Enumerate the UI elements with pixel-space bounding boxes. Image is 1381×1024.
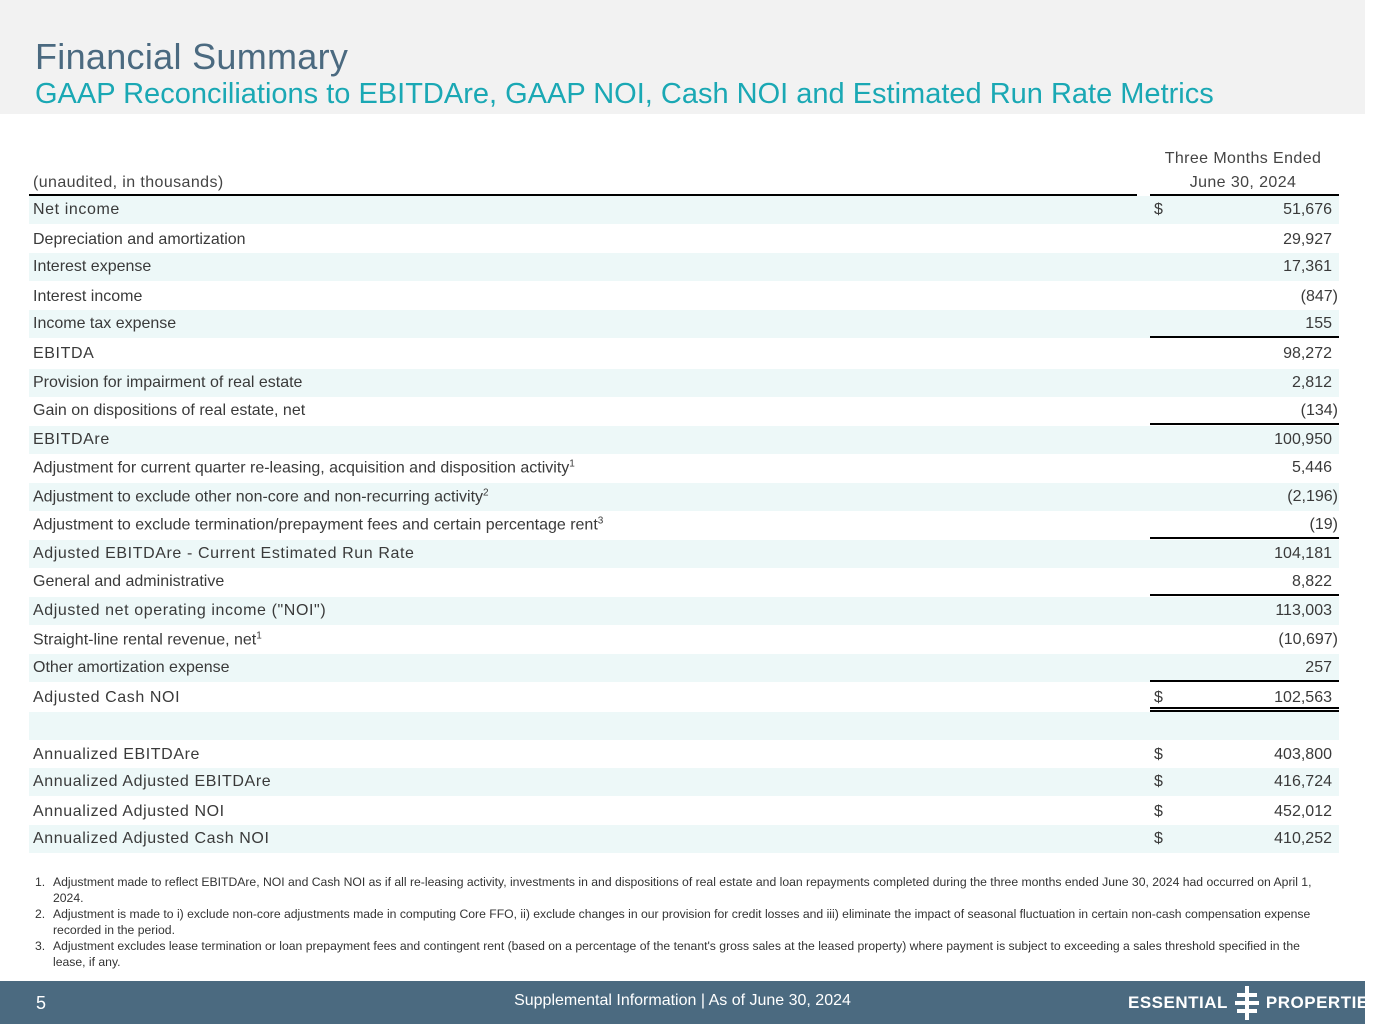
page-title: Financial Summary — [35, 36, 349, 77]
row-value: 17,361 — [1283, 258, 1332, 275]
table-row — [29, 825, 1339, 853]
row-label: Straight-line rental revenue, net$^1$ — [33, 630, 262, 649]
table-row — [29, 283, 1339, 311]
row-label: Income tax expense — [33, 315, 177, 332]
footnote-number: 3. — [35, 939, 46, 953]
row-value: 104,181 — [1274, 545, 1332, 562]
row-label: Interest expense — [33, 258, 152, 275]
table-row — [29, 483, 1339, 511]
table-row — [29, 568, 1339, 596]
page-footer — [0, 981, 1381, 1024]
row-label: Annualized EBITDAre — [33, 746, 201, 763]
row-value: 452,012 — [1274, 803, 1332, 820]
table-row — [29, 540, 1339, 568]
table-row — [29, 340, 1339, 368]
footnote-text: Adjustment excludes lease termination or loan prepayment fees and contingent rent (based on a percentage of the tenant's gross sales at the leased property) where payment is subject to exceeding a sales threshold specified in the lease, if any. — [53, 939, 1300, 969]
row-label: Annualized Adjusted NOI — [33, 803, 225, 820]
table-row — [29, 768, 1339, 796]
dollar-sign: $ — [1154, 803, 1163, 820]
row-value: 155 — [1305, 315, 1332, 332]
row-label: Annualized Adjusted EBITDAre — [33, 773, 272, 790]
page-header — [0, 0, 1365, 114]
table-row — [29, 741, 1339, 769]
footnote-text: Adjustment made to reflect EBITDAre, NOI and Cash NOI as if all re-leasing activity, investments in and dispositions of real estate and loan repayments completed during the three months ended June 30, 2024 had occurred on April 1, 2024. — [53, 875, 1312, 905]
footer-text: Supplemental Information | As of June 30, 2024 — [514, 992, 851, 1009]
row-value: 29,927 — [1283, 231, 1332, 248]
row-label: Other amortization expense — [33, 659, 230, 676]
footnote-number: 2. — [35, 907, 46, 921]
footnote-number: 1. — [35, 875, 46, 889]
row-label: Net income — [33, 201, 120, 218]
subtotal-rule — [1150, 680, 1339, 682]
column-header-line2: June 30, 2024 — [1189, 174, 1297, 191]
dollar-sign: $ — [1154, 830, 1163, 847]
row-value: 113,003 — [1275, 602, 1332, 619]
table-row — [29, 253, 1339, 281]
footnote — [35, 906, 1335, 938]
footnote-ref: 1 — [569, 458, 575, 470]
footnote-ref: 2 — [483, 487, 489, 499]
page-subtitle: GAAP Reconciliations to EBITDAre, GAAP NOI, Cash NOI and Estimated Run Rate Metrics — [35, 78, 1214, 110]
spacer-row — [29, 712, 1339, 740]
row-label: Adjusted Cash NOI — [33, 689, 181, 706]
row-label: Annualized Adjusted Cash NOI — [33, 830, 270, 847]
footnotes — [35, 874, 1335, 970]
row-value: 257 — [1305, 659, 1332, 676]
row-label: Interest income — [33, 288, 143, 305]
footnote — [35, 874, 1335, 906]
subtotal-rule — [1150, 336, 1339, 338]
footnote — [35, 938, 1335, 970]
table-row — [29, 511, 1339, 539]
row-label: EBITDAre — [33, 431, 110, 448]
row-label: EBITDA — [33, 345, 95, 362]
row-value: 403,800 — [1274, 746, 1332, 763]
column-header-line1: Three Months Ended — [1164, 150, 1322, 167]
row-value: 100,950 — [1274, 431, 1332, 448]
footnote-text: Adjustment is made to i) exclude non-core adjustments made in computing Core FFO, ii) exclude changes in our provision for credit losses and iii) eliminate the impact of seasonal fluctuation in certain non-cash compensation expense recorded in the period. — [53, 907, 1311, 937]
row-label: General and administrative — [33, 573, 225, 590]
row-label: Adjusted net operating income ("NOI") — [33, 602, 327, 619]
table-row — [29, 196, 1339, 224]
dollar-sign: $ — [1154, 201, 1163, 218]
row-value: 98,272 — [1283, 345, 1332, 362]
row-label: Adjusted EBITDAre - Current Estimated Run Rate — [33, 545, 415, 562]
row-value: (10,697) — [1278, 631, 1338, 648]
row-value: 416,724 — [1274, 773, 1332, 790]
row-label: Adjustment to exclude other non-core and non-recurring activity$^2$ — [33, 487, 489, 506]
row-value: (134) — [1300, 402, 1338, 419]
table-row — [29, 454, 1339, 482]
subtotal-rule — [1150, 537, 1339, 539]
row-value: (2,196) — [1287, 488, 1338, 505]
dollar-sign: $ — [1154, 746, 1163, 763]
footnote-ref: 1 — [256, 630, 262, 642]
row-label: Depreciation and amortization — [33, 231, 246, 248]
row-value: 8,822 — [1291, 573, 1332, 590]
table-row — [29, 626, 1339, 654]
dollar-sign: $ — [1154, 773, 1163, 790]
row-value: 2,812 — [1291, 374, 1332, 391]
table-row — [29, 654, 1339, 682]
row-label: Adjustment for current quarter re-leasing, acquisition and disposition activity$^1$ — [33, 458, 575, 477]
row-value: 51,676 — [1283, 201, 1332, 218]
subtotal-rule — [1150, 423, 1339, 425]
row-value: 102,563 — [1274, 689, 1332, 706]
table-row — [29, 597, 1339, 625]
footnote-ref: 3 — [597, 515, 604, 527]
table-row — [29, 369, 1339, 397]
table-row — [29, 798, 1339, 826]
logo-text-right: PROPERTIES — [1265, 993, 1381, 1012]
row-label: Adjustment to exclude termination/prepayment fees and certain percentage rent$^3$ — [33, 515, 604, 534]
total-double-rule-top — [1150, 707, 1339, 709]
table-row — [29, 310, 1339, 338]
row-label: Gain on dispositions of real estate, net — [33, 402, 306, 419]
table-row — [29, 426, 1339, 454]
unit-note: (unaudited, in thousands) — [33, 174, 224, 191]
page-number: 5 — [36, 993, 47, 1013]
dollar-sign: $ — [1154, 689, 1163, 706]
table-row — [29, 226, 1339, 254]
logo-text-left: ESSENTIAL — [1128, 993, 1228, 1012]
subtotal-rule — [1150, 594, 1339, 596]
row-value: (19) — [1309, 516, 1338, 533]
row-label: Provision for impairment of real estate — [33, 374, 303, 391]
row-value: 5,446 — [1291, 459, 1332, 476]
row-value: 410,252 — [1274, 830, 1332, 847]
table-row — [29, 397, 1339, 425]
row-value: (847) — [1300, 288, 1338, 305]
table-row — [29, 684, 1339, 712]
essential-properties-mark-icon — [1235, 986, 1259, 1020]
company-logo — [1128, 986, 1381, 1020]
